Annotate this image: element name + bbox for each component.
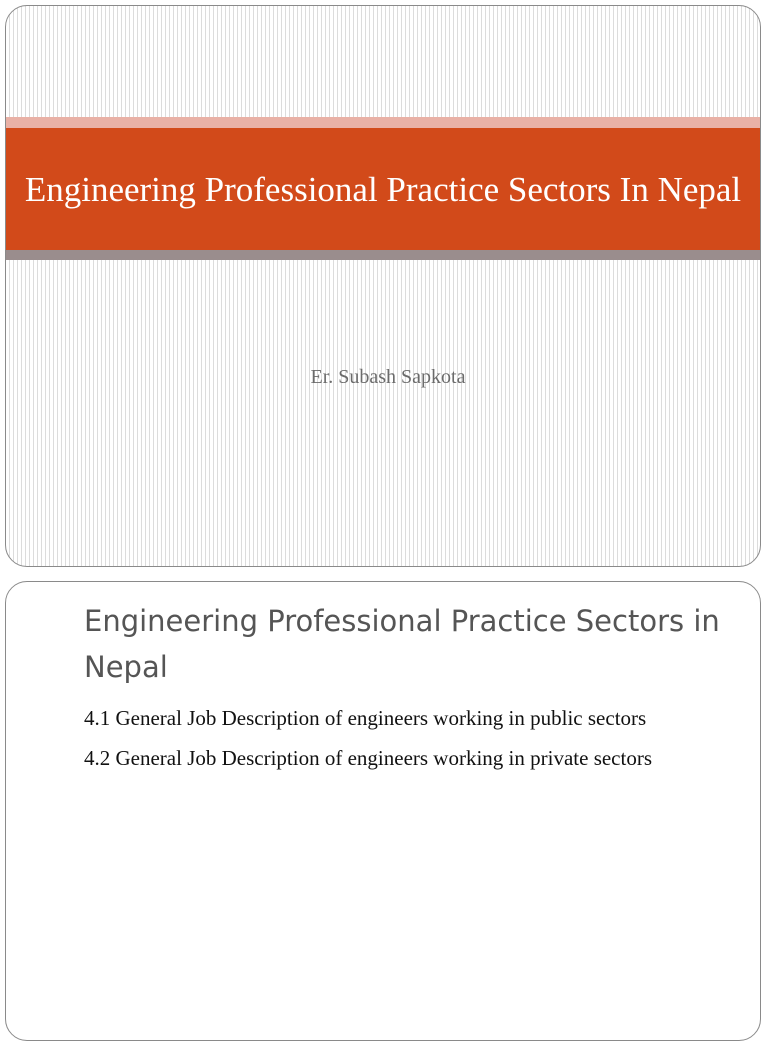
content-list (84, 702, 714, 782)
list-item: 4.2 General Job Description of engineers working in private sectors (84, 746, 653, 770)
content-slide (5, 581, 761, 1041)
title-band-bottom-stripe (6, 250, 760, 260)
slide-title: Engineering Professional Practice Sectors In Nepal (24, 169, 742, 209)
content-slide-heading: Engineering Professional Practice Sectors in Nepal (84, 604, 720, 684)
author-name: Er. Subash Sapkota (310, 366, 466, 388)
title-band (6, 128, 760, 250)
list-item: 4.1 General Job Description of engineers working in public sectors (84, 706, 647, 730)
title-band-top-stripe (6, 117, 760, 128)
title-slide (5, 5, 761, 567)
